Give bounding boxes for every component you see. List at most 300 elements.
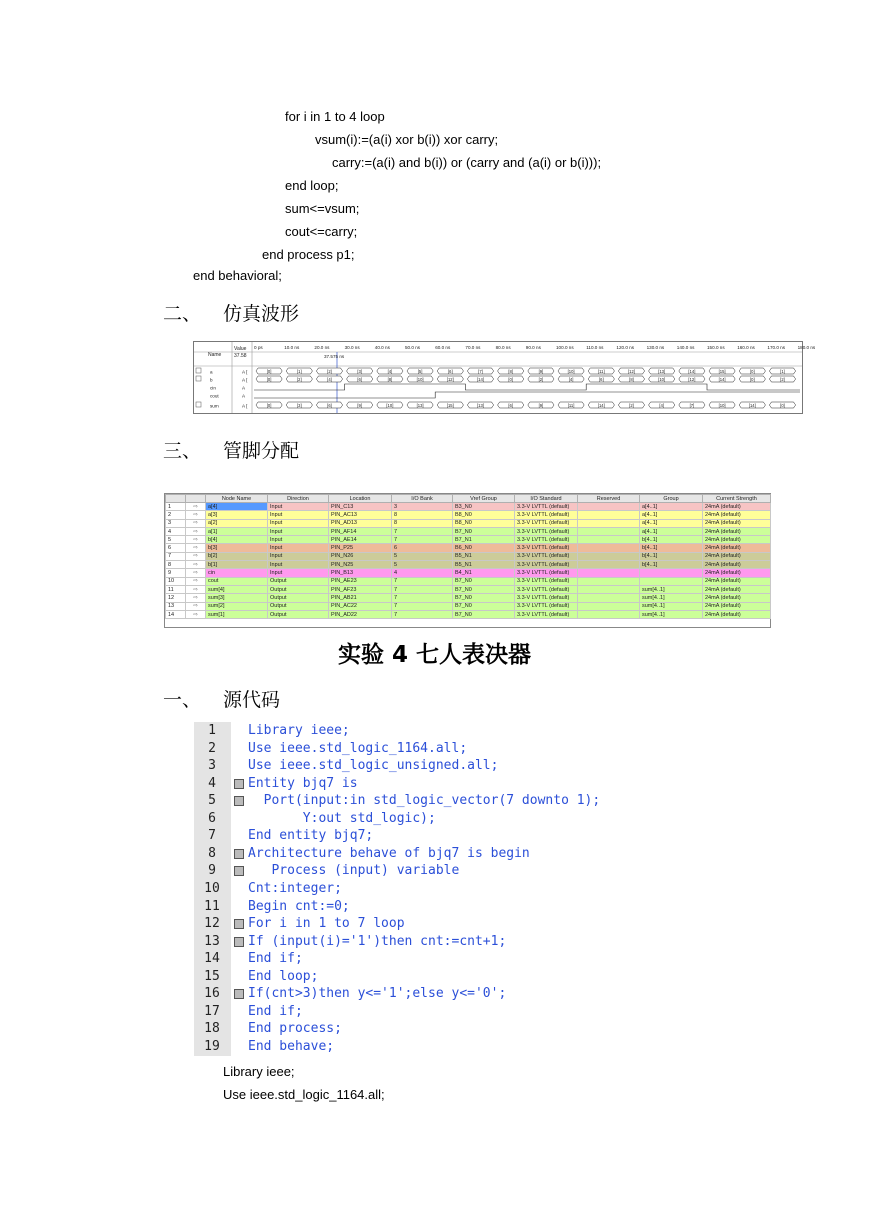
direction-cell: Input (268, 519, 329, 527)
fold-toggle-icon[interactable] (234, 919, 244, 929)
fold-toggle-icon[interactable] (234, 849, 244, 859)
time-label: 110.0 ns (586, 345, 604, 350)
column-header[interactable]: Vref Group (453, 495, 515, 503)
bus-value: [9] (538, 368, 544, 374)
vref-group-cell: B3_N0 (453, 503, 515, 511)
location-cell: PIN_AD13 (329, 519, 392, 527)
current-strength-cell: 24mA (default) (703, 527, 771, 535)
column-header[interactable]: Node Name (206, 495, 268, 503)
pin-direction-icon: ⇨ (186, 594, 206, 602)
current-strength-cell: 24mA (default) (703, 536, 771, 544)
fold-toggle-icon[interactable] (234, 866, 244, 876)
bus-value: [15] (446, 402, 454, 408)
time-label: 180.0 ns (797, 345, 816, 350)
time-label: 30.0 ns (344, 345, 360, 350)
code-row (194, 881, 642, 899)
bus-value: [10] (416, 376, 424, 382)
group-cell: sum[4..1] (640, 594, 703, 602)
current-strength-cell: 24mA (default) (703, 503, 771, 511)
location-cell: PIN_C13 (329, 503, 392, 511)
io-bank-cell: 8 (392, 511, 453, 519)
bus-value: [3] (296, 402, 302, 408)
pin-direction-icon: ⇨ (186, 544, 206, 552)
bus-value: [6] (447, 368, 453, 374)
reserved-cell (578, 536, 640, 544)
section-number: 三、 (163, 440, 202, 462)
fold-toggle-icon[interactable] (234, 937, 244, 947)
bus-value: [13] (477, 402, 484, 408)
table-row[interactable] (166, 544, 771, 552)
row-number: 13 (166, 602, 186, 610)
code-text: End if; (248, 951, 303, 967)
bus-value: [14] (748, 402, 756, 408)
signal-name: cout (210, 393, 219, 399)
node-name-cell: b[2] (206, 552, 268, 560)
location-cell: PIN_AE14 (329, 536, 392, 544)
io-bank-cell: 7 (392, 610, 453, 618)
reserved-cell (578, 585, 640, 593)
code-line: Library ieee; (223, 1064, 295, 1079)
code-text: End behave; (248, 1038, 335, 1054)
line-number: 5 (208, 793, 216, 809)
table-row[interactable] (166, 577, 771, 585)
row-number: 2 (166, 511, 186, 519)
bus-value: [9] (357, 402, 363, 408)
code-text: If (input(i)='1')then cnt:=cnt+1; (248, 933, 507, 949)
table-row[interactable] (166, 594, 771, 602)
code-text: End entity bjq7; (248, 828, 374, 844)
line-number: 10 (204, 880, 220, 896)
io-standard-cell: 3.3-V LVTTL (default) (515, 594, 578, 602)
io-standard-cell: 3.3-V LVTTL (default) (515, 561, 578, 569)
bus-value: [0] (749, 368, 755, 374)
line-number: 11 (204, 898, 220, 914)
time-label: 40.0 ns (374, 345, 390, 350)
bus-value: [4] (659, 402, 665, 408)
table-row[interactable] (166, 503, 771, 511)
io-standard-cell: 3.3-V LVTTL (default) (515, 536, 578, 544)
reserved-cell (578, 569, 640, 577)
section-label: 源代码 (223, 689, 281, 711)
value-header: Value (234, 346, 247, 352)
vref-group-cell: B7_N0 (453, 594, 515, 602)
code-editor-screenshot (194, 722, 642, 1056)
io-bank-cell: 6 (392, 544, 453, 552)
code-row (194, 969, 642, 987)
io-bank-cell: 7 (392, 585, 453, 593)
bus-value: [10] (567, 368, 575, 374)
signal-name: b (210, 377, 213, 383)
vref-group-cell: B7_N0 (453, 602, 515, 610)
location-cell: PIN_P25 (329, 544, 392, 552)
pin-direction-icon: ⇨ (186, 585, 206, 593)
node-name-cell: sum[4] (206, 585, 268, 593)
bus-value: [14] (597, 402, 605, 408)
bus-value: [6] (357, 376, 363, 382)
table-row[interactable] (166, 552, 771, 560)
group-cell (640, 577, 703, 585)
code-line: vsum(i):=(a(i) xor b(i)) xor carry; (315, 132, 499, 147)
line-number: 8 (208, 845, 216, 861)
table-row[interactable] (166, 561, 771, 569)
code-row (194, 1004, 642, 1022)
io-bank-cell: 8 (392, 519, 453, 527)
io-bank-cell: 7 (392, 594, 453, 602)
table-header-row (166, 495, 771, 503)
code-row (194, 846, 642, 864)
io-bank-cell: 7 (392, 536, 453, 544)
time-label: 20.0 ns (314, 345, 330, 350)
waveform-screenshot (193, 341, 816, 414)
vref-group-cell: B7_N0 (453, 577, 515, 585)
vref-group-cell: B4_N1 (453, 569, 515, 577)
group-cell: sum[4..1] (640, 602, 703, 610)
bus-value: [2] (296, 376, 302, 382)
line-number: 1 (208, 723, 216, 738)
current-strength-cell: 24mA (default) (703, 594, 771, 602)
current-strength-cell: 24mA (default) (703, 569, 771, 577)
io-standard-cell: 3.3-V LVTTL (default) (515, 527, 578, 535)
bus-value: [2] (538, 376, 544, 382)
group-cell: sum[4..1] (640, 610, 703, 618)
time-label: 130.0 ns (646, 345, 665, 350)
code-row (194, 863, 642, 881)
code-row (194, 793, 642, 811)
code-line: for i in 1 to 4 loop (285, 109, 385, 124)
node-name-cell: b[1] (206, 561, 268, 569)
table-row[interactable] (166, 585, 771, 593)
code-text: Architecture behave of bjq7 is begin (248, 845, 530, 861)
node-name-cell: cin (206, 569, 268, 577)
group-cell: a[4..1] (640, 519, 703, 527)
vref-group-cell: B5_N1 (453, 552, 515, 560)
vref-group-cell: B8_N0 (453, 519, 515, 527)
line-number: 3 (208, 758, 216, 774)
line-number: 6 (208, 810, 216, 826)
node-name-cell: cout (206, 577, 268, 585)
pin-direction-icon: ⇨ (186, 561, 206, 569)
code-row (194, 758, 642, 776)
experiment-title: 实验 4 七人表决器 (337, 642, 532, 668)
bus-value: [13] (416, 402, 424, 408)
location-cell: PIN_N26 (329, 552, 392, 560)
fold-toggle-icon[interactable] (234, 779, 244, 789)
row-number: 6 (166, 544, 186, 552)
column-header[interactable]: Reserved (578, 495, 640, 503)
pin-direction-icon: ⇨ (186, 602, 206, 610)
line-number: 15 (204, 968, 220, 984)
time-label: 80.0 ns (495, 345, 511, 350)
direction-cell: Input (268, 503, 329, 511)
code-text: Port(input:in std_logic_vector(7 downto 1); (248, 793, 601, 809)
line-number: 7 (208, 828, 216, 844)
node-name-cell: a[1] (206, 527, 268, 535)
bus-value: [8] (387, 376, 393, 382)
time-label: 160.0 ns (737, 345, 755, 350)
reserved-cell (578, 610, 640, 618)
bus-value: [7] (478, 368, 483, 374)
direction-cell: Input (268, 527, 329, 535)
table-row[interactable] (166, 569, 771, 577)
line-number: 19 (204, 1038, 220, 1054)
bus-value: [3] (357, 368, 363, 374)
time-label: 0 ps (254, 345, 263, 350)
bus-value: [14] (477, 376, 484, 382)
bus-value: [2] (327, 368, 332, 374)
signal-value: A [ (242, 403, 248, 409)
io-bank-cell: 4 (392, 569, 453, 577)
node-name-cell: a[3] (206, 511, 268, 519)
pin-assignment-table (164, 493, 771, 628)
code-line: Use ieee.std_logic_1164.all; (223, 1087, 385, 1102)
row-number: 8 (166, 561, 186, 569)
table-row[interactable] (166, 527, 771, 535)
vref-group-cell: B7_N0 (453, 610, 515, 618)
code-text: End loop; (248, 968, 319, 984)
code-line: sum<=vsum; (285, 201, 360, 216)
group-cell: sum[4..1] (640, 585, 703, 593)
bus-value: [2] (629, 402, 634, 408)
current-strength-cell: 24mA (default) (703, 511, 771, 519)
bus-value: [7] (689, 402, 695, 408)
location-cell: PIN_AF23 (329, 585, 392, 593)
time-label: 170.0 ns (767, 345, 786, 350)
line-number: 13 (204, 933, 220, 949)
reserved-cell (578, 577, 640, 585)
io-bank-cell: 5 (392, 552, 453, 560)
direction-cell: Input (268, 536, 329, 544)
io-standard-cell: 3.3-V LVTTL (default) (515, 610, 578, 618)
node-name-cell: a[2] (206, 519, 268, 527)
location-cell: PIN_AC22 (329, 602, 392, 610)
location-cell: PIN_AC13 (329, 511, 392, 519)
vref-group-cell: B7_N0 (453, 585, 515, 593)
column-header[interactable]: Current Strength (703, 495, 771, 503)
section-heading-source-code (163, 685, 280, 712)
bus-value: [0] (266, 402, 272, 408)
time-label: 120.0 ns (616, 345, 635, 350)
signal-name: a (210, 369, 213, 375)
code-row (194, 741, 642, 759)
waveform-canvas (194, 342, 816, 413)
table-row[interactable] (166, 511, 771, 519)
direction-cell: Input (268, 552, 329, 560)
io-standard-cell: 3.3-V LVTTL (default) (515, 519, 578, 527)
line-number: 9 (208, 863, 216, 879)
io-standard-cell: 3.3-V LVTTL (default) (515, 602, 578, 610)
pin-direction-icon: ⇨ (186, 569, 206, 577)
pin-direction-icon: ⇨ (186, 511, 206, 519)
reserved-cell (578, 602, 640, 610)
section-heading-pin-assignment (163, 436, 299, 463)
column-header[interactable]: I/O Standard (515, 495, 578, 503)
row-number: 4 (166, 527, 186, 535)
group-cell: a[4..1] (640, 527, 703, 535)
pin-direction-icon: ⇨ (186, 610, 206, 618)
bus-value: [1] (780, 368, 785, 374)
bus-value: [10] (718, 402, 726, 408)
group-cell: a[4..1] (640, 503, 703, 511)
line-number: 18 (204, 1021, 220, 1037)
row-number: 1 (166, 503, 186, 511)
time-label: 90.0 ns (525, 345, 541, 350)
reserved-cell (578, 519, 640, 527)
bus-value: [0] (266, 368, 272, 374)
table-row[interactable] (166, 610, 771, 618)
vref-group-cell: B7_N0 (453, 527, 515, 535)
direction-cell: Output (268, 602, 329, 610)
io-standard-cell: 3.3-V LVTTL (default) (515, 503, 578, 511)
time-label: 140.0 ns (676, 345, 695, 350)
bus-value: [12] (628, 368, 635, 374)
reserved-cell (578, 511, 640, 519)
row-number: 5 (166, 536, 186, 544)
vref-group-cell: B5_N1 (453, 561, 515, 569)
time-label: 150.0 ns (707, 345, 725, 350)
line-number: 2 (208, 740, 216, 756)
direction-cell: Output (268, 610, 329, 618)
direction-cell: Output (268, 585, 329, 593)
bus-value: [10] (658, 376, 666, 382)
column-header[interactable]: Direction (268, 495, 329, 503)
reserved-cell (578, 527, 640, 535)
row-number: 14 (166, 610, 186, 618)
code-row (194, 934, 642, 952)
time-label: 100.0 ns (556, 345, 574, 350)
io-standard-cell: 3.3-V LVTTL (default) (515, 585, 578, 593)
current-strength-cell: 24mA (default) (703, 602, 771, 610)
time-label: 10.0 ns (284, 345, 300, 350)
signal-name: sum (210, 403, 219, 409)
line-number: 4 (208, 775, 216, 791)
expand-icon (196, 368, 201, 373)
column-header[interactable] (166, 495, 186, 503)
table-row[interactable] (166, 602, 771, 610)
signal-name: cin (210, 385, 216, 391)
signal-value: A (242, 393, 246, 399)
vref-group-cell: B7_N1 (453, 536, 515, 544)
io-standard-cell: 3.3-V LVTTL (default) (515, 577, 578, 585)
io-bank-cell: 7 (392, 602, 453, 610)
bus-value: [6] (327, 402, 332, 408)
group-cell: a[4..1] (640, 511, 703, 519)
bit-trace (254, 392, 800, 398)
column-header[interactable]: Location (329, 495, 392, 503)
code-text: Begin cnt:=0; (248, 898, 350, 914)
time-label: 60.0 ns (435, 345, 451, 350)
bus-value: [4] (568, 376, 574, 382)
bus-value: [5] (417, 368, 423, 374)
signal-value: A (242, 385, 246, 391)
table-row[interactable] (166, 536, 771, 544)
bus-value: [1] (296, 368, 302, 374)
pin-direction-icon: ⇨ (186, 552, 206, 560)
row-number: 9 (166, 569, 186, 577)
row-number: 11 (166, 585, 186, 593)
fold-toggle-icon[interactable] (234, 796, 244, 806)
column-header[interactable] (186, 495, 206, 503)
section-label: 仿真波形 (223, 303, 300, 325)
bus-value: [0] (266, 376, 272, 382)
code-row (194, 723, 642, 741)
column-header[interactable]: I/O Bank (392, 495, 453, 503)
expand-icon (196, 402, 201, 407)
node-name-cell: a[4] (206, 503, 268, 511)
signal-value: A [ (242, 369, 248, 375)
node-name-cell: sum[3] (206, 594, 268, 602)
bus-value: [6] (598, 376, 604, 382)
code-line: end behavioral; (193, 268, 282, 283)
row-number: 7 (166, 552, 186, 560)
code-row (194, 916, 642, 934)
io-bank-cell: 7 (392, 577, 453, 585)
pin-direction-icon: ⇨ (186, 536, 206, 544)
line-number: 14 (204, 951, 220, 967)
bus-value: [8] (508, 368, 514, 374)
code-line: cout<=carry; (285, 224, 358, 239)
current-strength-cell: 24mA (default) (703, 610, 771, 618)
code-text: End process; (248, 1021, 342, 1037)
location-cell: PIN_B13 (329, 569, 392, 577)
direction-cell: Input (268, 561, 329, 569)
bus-value: [0] (749, 376, 755, 382)
pin-direction-icon: ⇨ (186, 527, 206, 535)
location-cell: PIN_AB21 (329, 594, 392, 602)
row-number: 3 (166, 519, 186, 527)
current-strength-cell: 24mA (default) (703, 552, 771, 560)
section-label: 管脚分配 (223, 440, 300, 462)
code-text: For i in 1 to 7 loop (248, 916, 405, 932)
reserved-cell (578, 561, 640, 569)
code-text: If(cnt>3)then y<='1';else y<='0'; (248, 986, 507, 1002)
bus-value: [9] (538, 402, 544, 408)
group-cell: b[4..1] (640, 561, 703, 569)
location-cell: PIN_AE23 (329, 577, 392, 585)
current-strength-cell: 24mA (default) (703, 561, 771, 569)
fold-toggle-icon[interactable] (234, 989, 244, 999)
code-row (194, 811, 642, 829)
current-strength-cell: 24mA (default) (703, 585, 771, 593)
pin-direction-icon: ⇨ (186, 503, 206, 511)
row-number: 12 (166, 594, 186, 602)
current-strength-cell: 24mA (default) (703, 577, 771, 585)
code-row (194, 828, 642, 846)
bus-value: [13] (658, 368, 666, 374)
bus-value: [12] (446, 376, 454, 382)
code-text: Use ieee.std_logic_1164.all; (248, 740, 468, 756)
column-header[interactable]: Group (640, 495, 703, 503)
node-name-cell: b[3] (206, 544, 268, 552)
direction-cell: Input (268, 569, 329, 577)
bus-value: [6] (508, 402, 514, 408)
direction-cell: Input (268, 511, 329, 519)
expand-icon (196, 376, 201, 381)
bus-value: [0] (508, 376, 514, 382)
location-cell: PIN_AD22 (329, 610, 392, 618)
table-row[interactable] (166, 519, 771, 527)
pin-direction-icon: ⇨ (186, 519, 206, 527)
time-label: 70.0 ns (465, 345, 481, 350)
current-strength-cell: 24mA (default) (703, 519, 771, 527)
io-bank-cell: 5 (392, 561, 453, 569)
time-label: 50.0 ns (405, 345, 421, 350)
group-cell: b[4..1] (640, 536, 703, 544)
code-row (194, 986, 642, 1004)
code-line: carry:=(a(i) and b(i)) or (carry and (a(i) or b(i))); (332, 155, 602, 170)
bus-value: [15] (718, 368, 726, 374)
bus-value: [4] (387, 368, 393, 374)
direction-cell: Output (268, 594, 329, 602)
